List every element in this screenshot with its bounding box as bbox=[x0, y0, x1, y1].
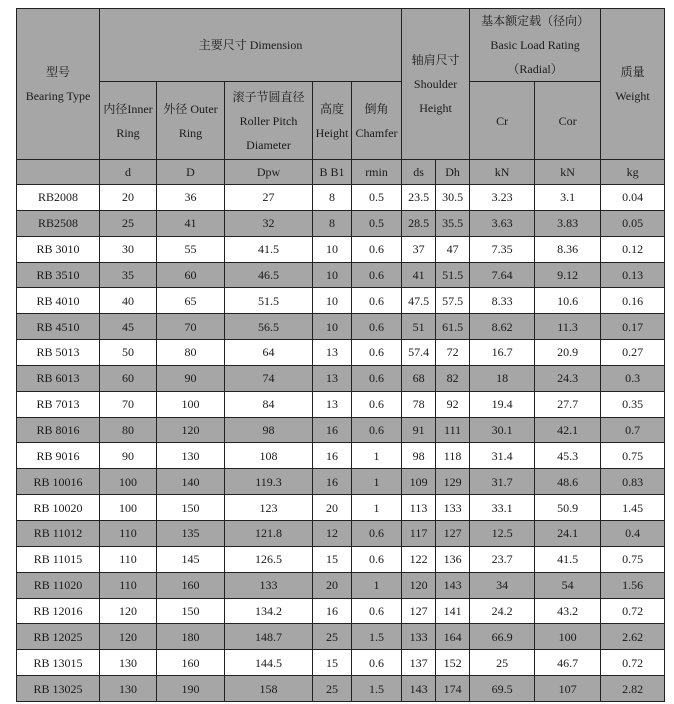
pitch-diameter-cell: 123 bbox=[225, 495, 313, 521]
outer-diameter-cell: 150 bbox=[157, 495, 225, 521]
unit-rmin: rmin bbox=[352, 160, 402, 185]
bearing-type-cell: RB 13015 bbox=[17, 650, 100, 676]
table-row bbox=[17, 417, 665, 443]
bearing-type-header bbox=[17, 9, 100, 160]
bearing-type-cn: 型号 bbox=[45, 65, 70, 79]
outer-diameter-cell: 100 bbox=[157, 391, 225, 417]
shoulder-dh-cell: 111 bbox=[436, 417, 470, 443]
height-en: Height bbox=[315, 125, 349, 140]
cor-cell: 43.2 bbox=[535, 598, 601, 624]
unit-b: B B1 bbox=[313, 160, 352, 185]
pitch-diameter-cell: 74 bbox=[225, 365, 313, 391]
shoulder-ds-cell: 117 bbox=[402, 520, 436, 546]
shoulder-ds-cell: 91 bbox=[402, 417, 436, 443]
inner-diameter-cell: 30 bbox=[100, 236, 157, 262]
chamfer-cell: 0.6 bbox=[352, 417, 402, 443]
shoulder-cn: 轴肩尺寸 bbox=[411, 53, 460, 67]
cr-cell: 3.63 bbox=[470, 210, 535, 236]
outer-diameter-cell: 150 bbox=[157, 598, 225, 624]
unit-cor: kN bbox=[535, 160, 601, 185]
shoulder-dh-cell: 51.5 bbox=[436, 262, 470, 288]
shoulder-ds-cell: 41 bbox=[402, 262, 436, 288]
cr-cell: 33.1 bbox=[470, 495, 535, 521]
shoulder-dh-cell: 61.5 bbox=[436, 314, 470, 340]
cr-cell: 24.2 bbox=[470, 598, 535, 624]
pitch-diameter-cell: 144.5 bbox=[225, 650, 313, 676]
outer-diameter-cell: 145 bbox=[157, 546, 225, 572]
inner-diameter-cell: 25 bbox=[100, 210, 157, 236]
pitch-diameter-cell: 134.2 bbox=[225, 598, 313, 624]
outer-diameter-cell: 55 bbox=[157, 236, 225, 262]
cor-cell: 107 bbox=[535, 676, 601, 702]
weight-cell: 0.83 bbox=[601, 469, 665, 495]
height-cell: 16 bbox=[313, 469, 352, 495]
main-dimension-header: 主要尺寸 Dimension bbox=[100, 9, 402, 82]
load-rating-header bbox=[470, 9, 601, 82]
cor-cell: 100 bbox=[535, 624, 601, 650]
inner-diameter-cell: 130 bbox=[100, 650, 157, 676]
outer-diameter-cell: 65 bbox=[157, 288, 225, 314]
bearing-type-cell: RB 10020 bbox=[17, 495, 100, 521]
height-cell: 13 bbox=[313, 391, 352, 417]
table-row bbox=[17, 236, 665, 262]
pitch-diameter-cell: 158 bbox=[225, 676, 313, 702]
inner-diameter-cell: 120 bbox=[100, 598, 157, 624]
table-row bbox=[17, 469, 665, 495]
bearing-type-cell: RB 3010 bbox=[17, 236, 100, 262]
table-row bbox=[17, 314, 665, 340]
height-cell: 20 bbox=[313, 495, 352, 521]
weight-cell: 0.72 bbox=[601, 650, 665, 676]
cor-cell: 46.7 bbox=[535, 650, 601, 676]
shoulder-ds-cell: 109 bbox=[402, 469, 436, 495]
cr-cell: 18 bbox=[470, 365, 535, 391]
pitch-diameter-cell: 32 bbox=[225, 210, 313, 236]
table-row bbox=[17, 598, 665, 624]
shoulder-ds-cell: 122 bbox=[402, 546, 436, 572]
inner-diameter-cell: 90 bbox=[100, 443, 157, 469]
shoulder-ds-cell: 68 bbox=[402, 365, 436, 391]
cr-cell: 7.35 bbox=[470, 236, 535, 262]
pitch-diameter-header bbox=[225, 82, 313, 160]
cor-cell: 50.9 bbox=[535, 495, 601, 521]
pitch-diameter-cell: 108 bbox=[225, 443, 313, 469]
shoulder-dh-cell: 47 bbox=[436, 236, 470, 262]
inner-diameter-cell: 120 bbox=[100, 624, 157, 650]
pitch-diameter-cell: 56.5 bbox=[225, 314, 313, 340]
unit-dpw: Dpw bbox=[225, 160, 313, 185]
height-cell: 12 bbox=[313, 520, 352, 546]
cor-cell: 48.6 bbox=[535, 469, 601, 495]
pitch-en1: Roller Pitch bbox=[239, 113, 298, 128]
cr-cell: 31.7 bbox=[470, 469, 535, 495]
pitch-diameter-cell: 64 bbox=[225, 340, 313, 366]
cor-cell: 41.5 bbox=[535, 546, 601, 572]
outer-en2: Ring bbox=[178, 125, 203, 140]
inner-ring-header bbox=[100, 82, 157, 160]
inner-diameter-cell: 45 bbox=[100, 314, 157, 340]
chamfer-cell: 0.6 bbox=[352, 365, 402, 391]
chamfer-cell: 0.6 bbox=[352, 236, 402, 262]
weight-cell: 2.62 bbox=[601, 624, 665, 650]
cor-cell: 9.12 bbox=[535, 262, 601, 288]
chamfer-cell: 1 bbox=[352, 495, 402, 521]
outer-diameter-cell: 80 bbox=[157, 340, 225, 366]
table-row bbox=[17, 210, 665, 236]
shoulder-ds-cell: 120 bbox=[402, 572, 436, 598]
cr-cell: 23.7 bbox=[470, 546, 535, 572]
shoulder-ds-cell: 47.5 bbox=[402, 288, 436, 314]
inner-en1: Inner bbox=[127, 101, 153, 116]
weight-cell: 0.75 bbox=[601, 546, 665, 572]
inner-diameter-cell: 35 bbox=[100, 262, 157, 288]
shoulder-dh-cell: 92 bbox=[436, 391, 470, 417]
shoulder-ds-cell: 133 bbox=[402, 624, 436, 650]
outer-diameter-cell: 120 bbox=[157, 417, 225, 443]
pitch-diameter-cell: 46.5 bbox=[225, 262, 313, 288]
bearing-type-en: Bearing Type bbox=[25, 89, 91, 103]
units-row bbox=[17, 160, 665, 185]
unit-D: D bbox=[157, 160, 225, 185]
height-cell: 8 bbox=[313, 185, 352, 211]
shoulder-dh-cell: 118 bbox=[436, 443, 470, 469]
weight-cell: 0.4 bbox=[601, 520, 665, 546]
shoulder-ds-cell: 78 bbox=[402, 391, 436, 417]
cr-cell: 34 bbox=[470, 572, 535, 598]
table-row bbox=[17, 520, 665, 546]
bearing-type-cell: RB2008 bbox=[17, 185, 100, 211]
pitch-diameter-cell: 148.7 bbox=[225, 624, 313, 650]
weight-en: Weight bbox=[615, 89, 650, 103]
unit-ds: ds bbox=[402, 160, 436, 185]
weight-cell: 1.45 bbox=[601, 495, 665, 521]
inner-diameter-cell: 100 bbox=[100, 469, 157, 495]
pitch-diameter-cell: 133 bbox=[225, 572, 313, 598]
shoulder-dh-cell: 174 bbox=[436, 676, 470, 702]
inner-diameter-cell: 40 bbox=[100, 288, 157, 314]
outer-diameter-cell: 130 bbox=[157, 443, 225, 469]
cor-cell: 27.7 bbox=[535, 391, 601, 417]
height-cell: 10 bbox=[313, 262, 352, 288]
shoulder-en2: Height bbox=[419, 101, 452, 115]
cr-cell: 8.62 bbox=[470, 314, 535, 340]
height-cell: 10 bbox=[313, 314, 352, 340]
inner-diameter-cell: 70 bbox=[100, 391, 157, 417]
table-row bbox=[17, 443, 665, 469]
shoulder-dh-cell: 72 bbox=[436, 340, 470, 366]
bearing-type-cell: RB 11012 bbox=[17, 520, 100, 546]
inner-diameter-cell: 110 bbox=[100, 572, 157, 598]
outer-en1: Outer bbox=[190, 101, 218, 116]
weight-cell: 0.12 bbox=[601, 236, 665, 262]
header-row-top bbox=[17, 9, 665, 82]
bearing-type-cell: RB 4510 bbox=[17, 314, 100, 340]
cr-cell: 16.7 bbox=[470, 340, 535, 366]
weight-cell: 2.82 bbox=[601, 676, 665, 702]
shoulder-dh-cell: 129 bbox=[436, 469, 470, 495]
bearing-type-cell: RB 8016 bbox=[17, 417, 100, 443]
pitch-diameter-cell: 27 bbox=[225, 185, 313, 211]
cr-cell: 19.4 bbox=[470, 391, 535, 417]
weight-cell: 0.75 bbox=[601, 443, 665, 469]
inner-diameter-cell: 80 bbox=[100, 417, 157, 443]
weight-header bbox=[601, 9, 665, 160]
cor-header: Cor bbox=[535, 82, 601, 160]
unit-mass: kg bbox=[601, 160, 665, 185]
cor-cell: 10.6 bbox=[535, 288, 601, 314]
bearing-type-cell: RB 13025 bbox=[17, 676, 100, 702]
cor-cell: 24.1 bbox=[535, 520, 601, 546]
table-row bbox=[17, 262, 665, 288]
cor-cell: 24.3 bbox=[535, 365, 601, 391]
load-en2: （Radial） bbox=[507, 62, 563, 76]
shoulder-dh-cell: 35.5 bbox=[436, 210, 470, 236]
chamfer-cell: 1 bbox=[352, 443, 402, 469]
bearing-type-cell: RB 11020 bbox=[17, 572, 100, 598]
chamfer-cell: 0.6 bbox=[352, 598, 402, 624]
pitch-cn: 滚子节圆直径 bbox=[232, 89, 305, 104]
cr-cell: 25 bbox=[470, 650, 535, 676]
outer-diameter-cell: 41 bbox=[157, 210, 225, 236]
weight-cell: 0.05 bbox=[601, 210, 665, 236]
outer-ring-header bbox=[157, 82, 225, 160]
weight-cell: 0.27 bbox=[601, 340, 665, 366]
cor-cell: 20.9 bbox=[535, 340, 601, 366]
table-row bbox=[17, 676, 665, 702]
shoulder-ds-cell: 98 bbox=[402, 443, 436, 469]
inner-diameter-cell: 130 bbox=[100, 676, 157, 702]
inner-diameter-cell: 20 bbox=[100, 185, 157, 211]
pitch-diameter-cell: 119.3 bbox=[225, 469, 313, 495]
bearing-spec-table bbox=[16, 8, 665, 702]
shoulder-height-header bbox=[402, 9, 470, 160]
table-row bbox=[17, 624, 665, 650]
bearing-type-cell: RB 6013 bbox=[17, 365, 100, 391]
table-row bbox=[17, 650, 665, 676]
outer-diameter-cell: 190 bbox=[157, 676, 225, 702]
unit-cr: kN bbox=[470, 160, 535, 185]
shoulder-dh-cell: 82 bbox=[436, 365, 470, 391]
outer-diameter-cell: 70 bbox=[157, 314, 225, 340]
height-cell: 16 bbox=[313, 443, 352, 469]
height-header bbox=[313, 82, 352, 160]
load-cn: 基本额定载（径向） bbox=[481, 14, 590, 28]
height-cell: 16 bbox=[313, 598, 352, 624]
bearing-type-cell: RB 9016 bbox=[17, 443, 100, 469]
shoulder-dh-cell: 30.5 bbox=[436, 185, 470, 211]
chamfer-header bbox=[352, 82, 402, 160]
height-cell: 20 bbox=[313, 572, 352, 598]
height-cell: 13 bbox=[313, 365, 352, 391]
height-cell: 25 bbox=[313, 676, 352, 702]
cor-cell: 8.36 bbox=[535, 236, 601, 262]
bearing-type-cell: RB 11015 bbox=[17, 546, 100, 572]
chamfer-cell: 1.5 bbox=[352, 676, 402, 702]
table-row bbox=[17, 546, 665, 572]
header-row-mid bbox=[17, 82, 665, 160]
bearing-type-cell: RB 3510 bbox=[17, 262, 100, 288]
weight-cell: 0.13 bbox=[601, 262, 665, 288]
cor-cell: 45.3 bbox=[535, 443, 601, 469]
cr-header: Cr bbox=[470, 82, 535, 160]
inner-cn: 内径 bbox=[103, 101, 128, 116]
inner-diameter-cell: 50 bbox=[100, 340, 157, 366]
unit-dh: Dh bbox=[436, 160, 470, 185]
height-cell: 16 bbox=[313, 417, 352, 443]
height-cell: 13 bbox=[313, 340, 352, 366]
shoulder-ds-cell: 127 bbox=[402, 598, 436, 624]
cor-cell: 3.1 bbox=[535, 185, 601, 211]
cr-cell: 3.23 bbox=[470, 185, 535, 211]
inner-diameter-cell: 60 bbox=[100, 365, 157, 391]
shoulder-dh-cell: 133 bbox=[436, 495, 470, 521]
chamfer-cell: 0.6 bbox=[352, 262, 402, 288]
chamfer-cell: 1.5 bbox=[352, 624, 402, 650]
outer-diameter-cell: 135 bbox=[157, 520, 225, 546]
table-row bbox=[17, 365, 665, 391]
cor-cell: 11.3 bbox=[535, 314, 601, 340]
outer-diameter-cell: 160 bbox=[157, 572, 225, 598]
weight-cell: 0.16 bbox=[601, 288, 665, 314]
cr-cell: 30.1 bbox=[470, 417, 535, 443]
chamfer-en: Chamfer bbox=[355, 125, 398, 140]
weight-cell: 1.56 bbox=[601, 572, 665, 598]
shoulder-dh-cell: 143 bbox=[436, 572, 470, 598]
weight-cell: 0.17 bbox=[601, 314, 665, 340]
bearing-type-cell: RB 4010 bbox=[17, 288, 100, 314]
table-row bbox=[17, 185, 665, 211]
pitch-diameter-cell: 98 bbox=[225, 417, 313, 443]
cr-cell: 7.64 bbox=[470, 262, 535, 288]
shoulder-dh-cell: 57.5 bbox=[436, 288, 470, 314]
bearing-type-cell: RB 10016 bbox=[17, 469, 100, 495]
cr-cell: 12.5 bbox=[470, 520, 535, 546]
unit-d: d bbox=[100, 160, 157, 185]
table-row bbox=[17, 391, 665, 417]
shoulder-dh-cell: 152 bbox=[436, 650, 470, 676]
table-body bbox=[17, 185, 665, 702]
chamfer-cell: 0.6 bbox=[352, 340, 402, 366]
pitch-en2: Diameter bbox=[246, 137, 291, 152]
pitch-diameter-cell: 121.8 bbox=[225, 520, 313, 546]
height-cn: 高度 bbox=[319, 101, 344, 116]
load-en1: Basic Load Rating bbox=[490, 38, 580, 52]
height-cell: 15 bbox=[313, 650, 352, 676]
chamfer-cn: 倒角 bbox=[364, 101, 389, 116]
inner-en2: Ring bbox=[116, 125, 140, 140]
shoulder-ds-cell: 23.5 bbox=[402, 185, 436, 211]
bearing-type-cell: RB 7013 bbox=[17, 391, 100, 417]
shoulder-ds-cell: 137 bbox=[402, 650, 436, 676]
shoulder-ds-cell: 37 bbox=[402, 236, 436, 262]
cr-cell: 8.33 bbox=[470, 288, 535, 314]
table-row bbox=[17, 340, 665, 366]
weight-cell: 0.7 bbox=[601, 417, 665, 443]
weight-cn: 质量 bbox=[620, 65, 645, 79]
bearing-type-cell: RB 12016 bbox=[17, 598, 100, 624]
shoulder-dh-cell: 127 bbox=[436, 520, 470, 546]
height-cell: 15 bbox=[313, 546, 352, 572]
cor-cell: 42.1 bbox=[535, 417, 601, 443]
outer-diameter-cell: 180 bbox=[157, 624, 225, 650]
shoulder-en1: Shoulder bbox=[413, 77, 458, 91]
shoulder-ds-cell: 28.5 bbox=[402, 210, 436, 236]
pitch-diameter-cell: 41.5 bbox=[225, 236, 313, 262]
chamfer-cell: 1 bbox=[352, 469, 402, 495]
height-cell: 10 bbox=[313, 288, 352, 314]
shoulder-ds-cell: 143 bbox=[402, 676, 436, 702]
inner-diameter-cell: 110 bbox=[100, 546, 157, 572]
weight-cell: 0.35 bbox=[601, 391, 665, 417]
inner-diameter-cell: 100 bbox=[100, 495, 157, 521]
height-cell: 8 bbox=[313, 210, 352, 236]
height-cell: 25 bbox=[313, 624, 352, 650]
pitch-diameter-cell: 51.5 bbox=[225, 288, 313, 314]
shoulder-dh-cell: 164 bbox=[436, 624, 470, 650]
table-row bbox=[17, 572, 665, 598]
chamfer-cell: 1 bbox=[352, 572, 402, 598]
weight-cell: 0.72 bbox=[601, 598, 665, 624]
inner-ring-line1 bbox=[100, 97, 156, 121]
cr-cell: 69.5 bbox=[470, 676, 535, 702]
shoulder-ds-cell: 51 bbox=[402, 314, 436, 340]
pitch-diameter-cell: 84 bbox=[225, 391, 313, 417]
cor-cell: 54 bbox=[535, 572, 601, 598]
units-blank bbox=[17, 160, 100, 185]
outer-diameter-cell: 140 bbox=[157, 469, 225, 495]
outer-diameter-cell: 160 bbox=[157, 650, 225, 676]
outer-diameter-cell: 36 bbox=[157, 185, 225, 211]
chamfer-cell: 0.6 bbox=[352, 314, 402, 340]
shoulder-ds-cell: 57.4 bbox=[402, 340, 436, 366]
height-cell: 10 bbox=[313, 236, 352, 262]
cr-cell: 66.9 bbox=[470, 624, 535, 650]
weight-cell: 0.04 bbox=[601, 185, 665, 211]
outer-cn: 外径 bbox=[163, 101, 188, 116]
pitch-diameter-cell: 126.5 bbox=[225, 546, 313, 572]
chamfer-cell: 0.6 bbox=[352, 288, 402, 314]
chamfer-cell: 0.6 bbox=[352, 520, 402, 546]
chamfer-cell: 0.6 bbox=[352, 546, 402, 572]
bearing-type-cell: RB 5013 bbox=[17, 340, 100, 366]
shoulder-dh-cell: 141 bbox=[436, 598, 470, 624]
table-row bbox=[17, 288, 665, 314]
cr-cell: 31.4 bbox=[470, 443, 535, 469]
bearing-type-cell: RB2508 bbox=[17, 210, 100, 236]
outer-diameter-cell: 90 bbox=[157, 365, 225, 391]
shoulder-dh-cell: 136 bbox=[436, 546, 470, 572]
cor-cell: 3.83 bbox=[535, 210, 601, 236]
bearing-type-cell: RB 12025 bbox=[17, 624, 100, 650]
chamfer-cell: 0.5 bbox=[352, 185, 402, 211]
outer-ring-line1 bbox=[157, 97, 224, 121]
chamfer-cell: 0.5 bbox=[352, 210, 402, 236]
weight-cell: 0.3 bbox=[601, 365, 665, 391]
chamfer-cell: 0.6 bbox=[352, 650, 402, 676]
chamfer-cell: 0.6 bbox=[352, 391, 402, 417]
inner-diameter-cell: 110 bbox=[100, 520, 157, 546]
table-row bbox=[17, 495, 665, 521]
outer-diameter-cell: 60 bbox=[157, 262, 225, 288]
shoulder-ds-cell: 113 bbox=[402, 495, 436, 521]
